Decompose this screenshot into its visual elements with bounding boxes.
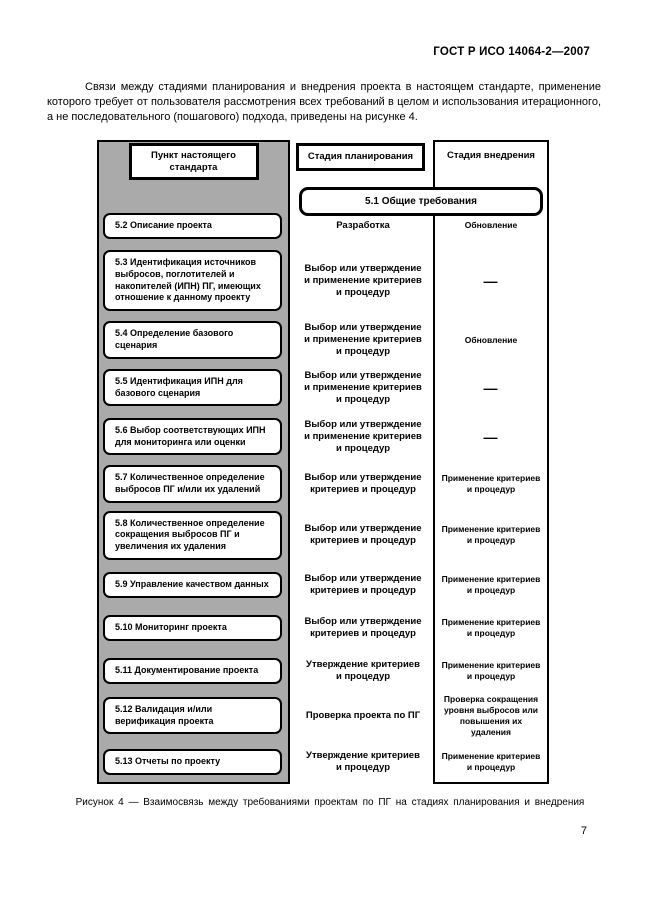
planning-stage-text: Утверждение критериев и процедур xyxy=(306,658,420,682)
planning-stage-cell xyxy=(290,472,433,496)
implementation-stage-text: Применение критериев и процедур xyxy=(441,617,541,639)
column-header-planning: Стадия планирования xyxy=(296,143,425,171)
intro-paragraph: Связи между стадиями планирования и внедрения проекта в настоящем стандарте, применение которого требует от пользователя рассмотрения всех требований в целом и использования итерационного, а не последовательного (пошагового) подхода, приведены на рисунке 4. xyxy=(47,81,601,123)
planning-stage-text: Выбор или утверждение и применение критериев и процедур xyxy=(304,322,422,358)
planning-stage-cell xyxy=(290,710,433,722)
clause-label: 5.7 Количественное определение выбросов ПГ и/или их удалений xyxy=(115,472,265,495)
column-headers-row xyxy=(97,140,549,180)
diagram-row xyxy=(97,607,549,649)
clause-label: 5.9 Управление качеством данных xyxy=(115,579,269,590)
diagram-row xyxy=(97,692,549,739)
implementation-stage-cell xyxy=(433,473,549,495)
planning-stage-cell xyxy=(290,322,433,358)
implementation-stage-cell xyxy=(433,220,549,231)
clause-box xyxy=(103,465,282,502)
implementation-stage-cell xyxy=(433,574,549,596)
clause-label: 5.4 Определение базового сценария xyxy=(115,328,234,351)
planning-stage-text: Утверждение критериев и процедур xyxy=(306,749,420,773)
implementation-stage-text: — xyxy=(483,272,499,289)
implementation-stage-cell xyxy=(433,335,549,346)
implementation-stage-text: Применение критериев и процедур xyxy=(441,524,541,546)
implementation-stage-text: Применение критериев и процедур xyxy=(441,473,541,495)
clause-label: 5.11 Документирование проекта xyxy=(115,664,259,675)
clause-box xyxy=(103,697,282,734)
planning-stage-text: Выбор или утверждение критериев и процедур xyxy=(304,616,422,640)
planning-stage-text: Проверка проекта по ПГ xyxy=(305,709,421,721)
implementation-stage-cell xyxy=(433,272,549,290)
implementation-stage-cell xyxy=(433,524,549,546)
column-header-clause: Пункт настоящего стандарта xyxy=(129,143,259,180)
implementation-stage-cell xyxy=(433,379,549,397)
clause-box xyxy=(103,615,282,641)
planning-stage-cell xyxy=(290,263,433,299)
clause-label: 5.3 Идентификация источников выбросов, поглотителей и накопителей (ИПН) ПГ, имеющих отношение к данному проекту xyxy=(115,257,261,303)
clause-box xyxy=(103,250,282,311)
diagram-row xyxy=(97,649,549,692)
implementation-stage-cell xyxy=(433,617,549,639)
standard-code: ГОСТ Р ИСО 14064-2—2007 xyxy=(433,46,590,58)
clause-box xyxy=(103,213,282,239)
planning-stage-text: Разработка xyxy=(336,219,390,231)
planning-stage-cell xyxy=(290,220,433,232)
planning-stage-cell xyxy=(290,573,433,597)
implementation-stage-cell xyxy=(433,751,549,773)
diagram-row xyxy=(97,412,549,461)
clause-label: 5.10 Мониторинг проекта xyxy=(115,622,227,633)
column-header-implementation: Стадия внедрения xyxy=(447,150,535,161)
implementation-stage-text: — xyxy=(483,428,499,445)
planning-stage-cell xyxy=(290,419,433,455)
general-requirements-box: 5.1 Общие требования xyxy=(299,187,543,216)
figure-caption: Рисунок 4 — Взаимосвязь между требованиями проектам по ПГ на стадиях планирования и внедрения xyxy=(75,797,585,808)
implementation-stage-text: Применение критериев и процедур xyxy=(441,750,541,772)
implementation-stage-cell xyxy=(433,694,549,738)
clause-box xyxy=(103,418,282,455)
clause-box xyxy=(103,321,282,358)
clause-box xyxy=(103,511,282,560)
diagram-row xyxy=(97,507,549,563)
clause-label: 5.13 Отчеты по проекту xyxy=(115,755,221,766)
implementation-stage-text: Применение критериев и процедур xyxy=(441,659,541,681)
clause-label: 5.2 Описание проекта xyxy=(115,219,212,230)
figure-4-diagram xyxy=(97,140,549,784)
planning-stage-cell xyxy=(290,750,433,774)
implementation-stage-text: Применение критериев и процедур xyxy=(441,574,541,596)
diagram-row xyxy=(97,461,549,507)
implementation-stage-cell xyxy=(433,660,549,682)
planning-stage-text: Выбор или утверждение критериев и процедур xyxy=(304,472,422,496)
planning-stage-text: Выбор или утверждение и применение критериев и процедур xyxy=(304,262,422,298)
clause-box xyxy=(103,658,282,684)
page-number: 7 xyxy=(580,825,587,837)
diagram-row xyxy=(97,317,549,363)
planning-stage-cell xyxy=(290,523,433,547)
implementation-stage-text: Проверка сокращения уровня выбросов или повышения их удаления xyxy=(443,693,539,737)
diagram-row xyxy=(97,244,549,317)
planning-stage-cell xyxy=(290,659,433,683)
planning-stage-text: Выбор или утверждение критериев и процедур xyxy=(304,573,422,597)
implementation-stage-text: Обновление xyxy=(464,334,518,345)
implementation-stage-cell xyxy=(433,428,549,446)
planning-stage-text: Выбор или утверждение и применение критериев и процедур xyxy=(304,418,422,454)
planning-stage-cell xyxy=(290,370,433,406)
clause-box xyxy=(103,572,282,598)
clause-label: 5.12 Валидация и/или верификация проекта xyxy=(115,703,214,726)
clause-label: 5.6 Выбор соответствующих ИПН для мониторинга или оценки xyxy=(115,424,266,447)
clause-box xyxy=(103,369,282,406)
diagram-row xyxy=(97,739,549,784)
planning-stage-text: Выбор или утверждение критериев и процедур xyxy=(304,523,422,547)
planning-stage-cell xyxy=(290,616,433,640)
clause-label: 5.5 Идентификация ИПН для базового сценария xyxy=(115,375,243,398)
diagram-row xyxy=(97,363,549,412)
clause-label: 5.8 Количественное определение сокращения выбросов ПГ и увеличения их удаления xyxy=(115,517,265,551)
diagram-row xyxy=(97,563,549,607)
implementation-stage-text: Обновление xyxy=(464,220,518,231)
planning-stage-text: Выбор или утверждение и применение критериев и процедур xyxy=(304,369,422,405)
diagram-rows xyxy=(97,207,549,784)
implementation-stage-text: — xyxy=(483,379,499,396)
clause-box xyxy=(103,749,282,775)
